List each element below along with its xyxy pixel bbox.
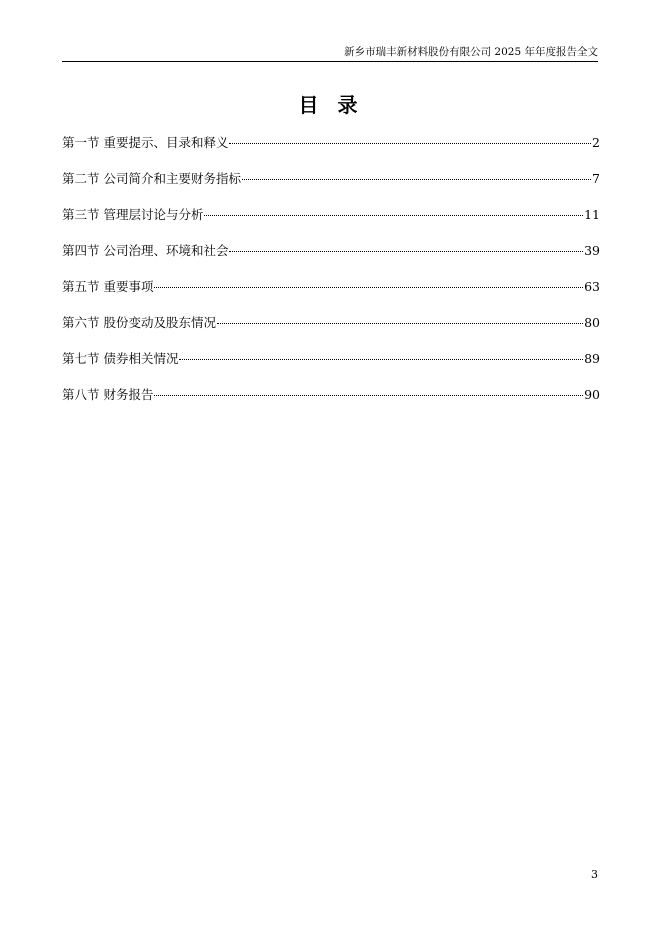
toc-entry-page: 89 [584, 351, 600, 366]
toc-entry-page: 80 [584, 315, 600, 330]
toc-entry-page: 11 [584, 207, 600, 222]
running-header [62, 47, 598, 62]
toc-leader-dots [242, 179, 591, 180]
toc-entry-label: 第二节 公司简介和主要财务指标 [62, 171, 241, 186]
toc-entry-page: 2 [592, 135, 600, 150]
toc-entry[interactable] [62, 386, 600, 422]
toc-entry[interactable] [62, 242, 600, 278]
toc-leader-dots [217, 323, 583, 324]
toc-leader-dots [154, 395, 583, 396]
running-header-text: 新乡市瑞丰新材料股份有限公司 2025 年年度报告全文 [344, 46, 598, 58]
toc-entry-label: 第一节 重要提示、目录和释义 [62, 135, 229, 150]
toc-entry[interactable] [62, 206, 600, 242]
toc-entry-label: 第四节 公司治理、环境和社会 [62, 243, 229, 258]
toc-entry-page: 39 [584, 243, 600, 258]
toc-entry-page: 63 [584, 279, 600, 294]
toc-entry-label: 第六节 股份变动及股东情况 [62, 315, 216, 330]
toc-leader-dots [179, 359, 583, 360]
toc-entry[interactable] [62, 170, 600, 206]
toc-entry-page: 90 [584, 387, 600, 402]
toc-entry-label: 第七节 债券相关情况 [62, 351, 179, 366]
table-of-contents [62, 134, 600, 422]
page-number: 3 [591, 868, 598, 881]
toc-entry[interactable] [62, 350, 600, 386]
toc-entry[interactable] [62, 278, 600, 314]
toc-leader-dots [229, 143, 591, 144]
toc-leader-dots [204, 215, 583, 216]
toc-entry[interactable] [62, 314, 600, 350]
toc-entry-page: 7 [592, 171, 600, 186]
toc-entry-label: 第三节 管理层讨论与分析 [62, 207, 204, 222]
page-title: 目 录 [298, 93, 364, 117]
toc-leader-dots [154, 287, 583, 288]
toc-entry-label: 第五节 重要事项 [62, 279, 154, 294]
toc-entry[interactable] [62, 134, 600, 170]
toc-leader-dots [229, 251, 583, 252]
toc-entry-label: 第八节 财务报告 [62, 387, 154, 402]
